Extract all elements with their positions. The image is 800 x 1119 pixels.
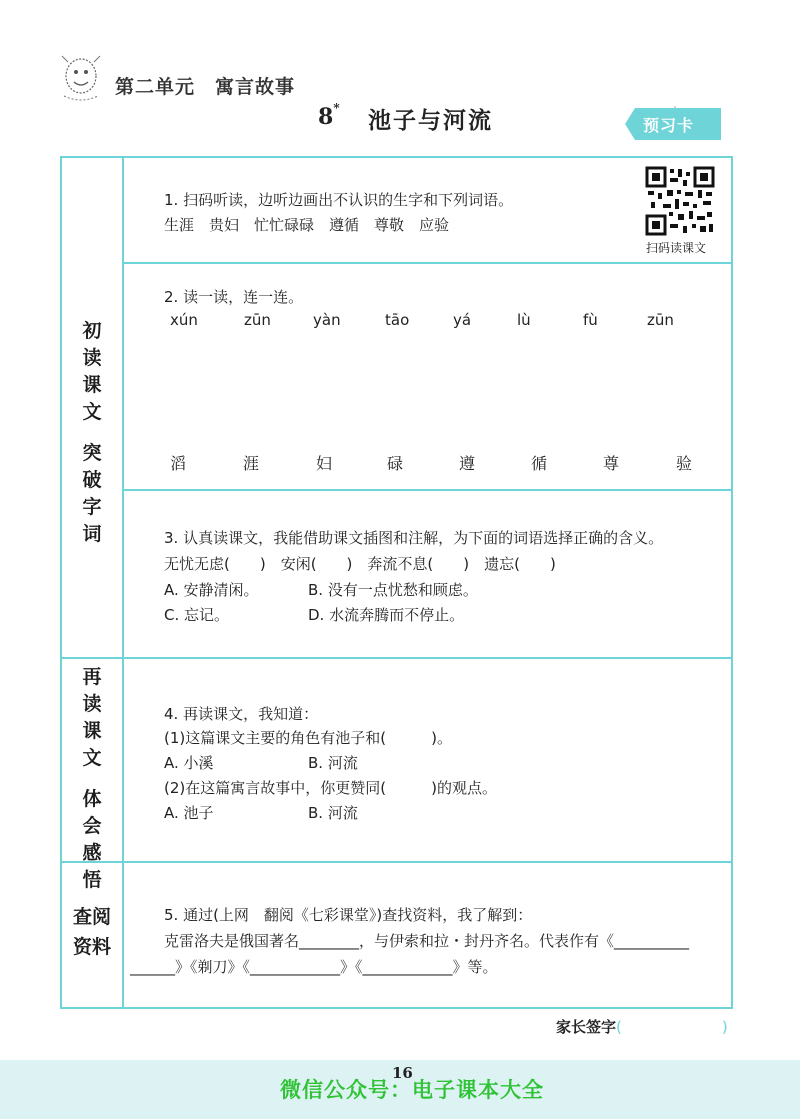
character-item[interactable]: 碌: [387, 454, 404, 473]
q1-words: 生涯 贵妇 忙忙碌碌 遵循 尊敬 应验: [164, 216, 450, 234]
pinyin-item[interactable]: lù: [517, 311, 531, 329]
lesson-number-value: 8: [318, 104, 334, 130]
section-divider: [61, 861, 732, 863]
unit-logo-icon: [56, 52, 106, 108]
character-item[interactable]: 遵: [459, 454, 476, 473]
q5-line1[interactable]: 克雷洛夫是俄国著名________，与伊索和拉・封丹齐名。代表作有《__________: [164, 932, 690, 950]
lesson-mark: *: [333, 100, 340, 115]
q3-terms[interactable]: 无忧无虑( ) 安闲( ) 奔流不息( ) 遗忘( ): [164, 555, 556, 573]
q5-line2[interactable]: ______》《剃刀》《____________》《____________》等。: [130, 958, 498, 976]
signature-label: 家长签字: [556, 1018, 617, 1036]
lesson-title: 池子与河流: [368, 108, 493, 134]
q4-sub1[interactable]: (1)这篇课文主要的角色有池子和( )。: [164, 729, 452, 747]
watermark: 微信公众号：电子课本大全: [280, 1078, 544, 1102]
q4-sub1-option-b: B. 河流: [308, 754, 358, 772]
q4-sub2-option-a: A. 池子: [164, 804, 214, 822]
pinyin-item[interactable]: zūn: [647, 311, 674, 329]
side-label-research: 查阅 资料: [72, 906, 111, 958]
lesson-number: [318, 100, 340, 130]
side-label-first-read: 初 读 课 文 突 破 字 词: [82, 320, 102, 545]
character-item[interactable]: 尊: [603, 454, 620, 473]
q3-option-c: C. 忘记。: [164, 606, 230, 624]
q4-sub2-option-b: B. 河流: [308, 804, 358, 822]
character-item[interactable]: 涯: [243, 454, 260, 473]
q5-prompt: 5. 通过(上网 翻阅《七彩课堂》)查找资料，我了解到：: [164, 906, 533, 924]
q3-option-b: B. 没有一点忧愁和顾虑。: [308, 581, 478, 599]
pinyin-item[interactable]: yá: [453, 311, 472, 329]
q3-prompt: 3. 认真读课文，我能借助课文插图和注解，为下面的词语选择正确的含义。: [164, 529, 664, 547]
qr-caption: 扫码读课文: [646, 241, 707, 255]
q4-prompt: 4. 再读课文，我知道：: [164, 705, 319, 723]
character-item[interactable]: 滔: [170, 454, 187, 473]
side-label-reread: 再 读 课 文 体 会 感 悟: [82, 666, 102, 891]
page-number: 16: [392, 1064, 413, 1082]
qr-code-icon[interactable]: [645, 166, 715, 236]
q1-prompt: 1. 扫码听读，边听边画出不认识的生字和下列词语。: [164, 191, 514, 209]
pinyin-item[interactable]: tāo: [385, 311, 410, 329]
preview-card-tag-label: 预习卡: [643, 116, 695, 135]
row-divider: [123, 489, 732, 491]
pinyin-item[interactable]: fù: [583, 311, 598, 329]
q3-option-d: D. 水流奔腾而不停止。: [308, 606, 465, 624]
signature-paren-close: ): [721, 1018, 728, 1036]
q2-prompt: 2. 读一读，连一连。: [164, 288, 304, 306]
section-divider: [61, 657, 732, 659]
pinyin-item[interactable]: yàn: [313, 311, 341, 329]
pinyin-item[interactable]: zūn: [244, 311, 271, 329]
q3-option-a: A. 安静清闲。: [164, 581, 259, 599]
parent-signature[interactable]: [556, 1016, 728, 1037]
signature-paren-open: (: [616, 1018, 622, 1036]
character-item[interactable]: 循: [531, 454, 548, 473]
side-column-divider: [122, 157, 124, 1008]
unit-title: 第二单元 寓言故事: [115, 76, 296, 98]
character-item[interactable]: 妇: [316, 454, 333, 473]
row-divider: [123, 262, 732, 264]
q4-sub2[interactable]: (2)在这篇寓言故事中，你更赞同( )的观点。: [164, 779, 497, 797]
q4-sub1-option-a: A. 小溪: [164, 754, 214, 772]
character-item[interactable]: 验: [676, 454, 693, 473]
pinyin-item[interactable]: xún: [170, 311, 198, 329]
